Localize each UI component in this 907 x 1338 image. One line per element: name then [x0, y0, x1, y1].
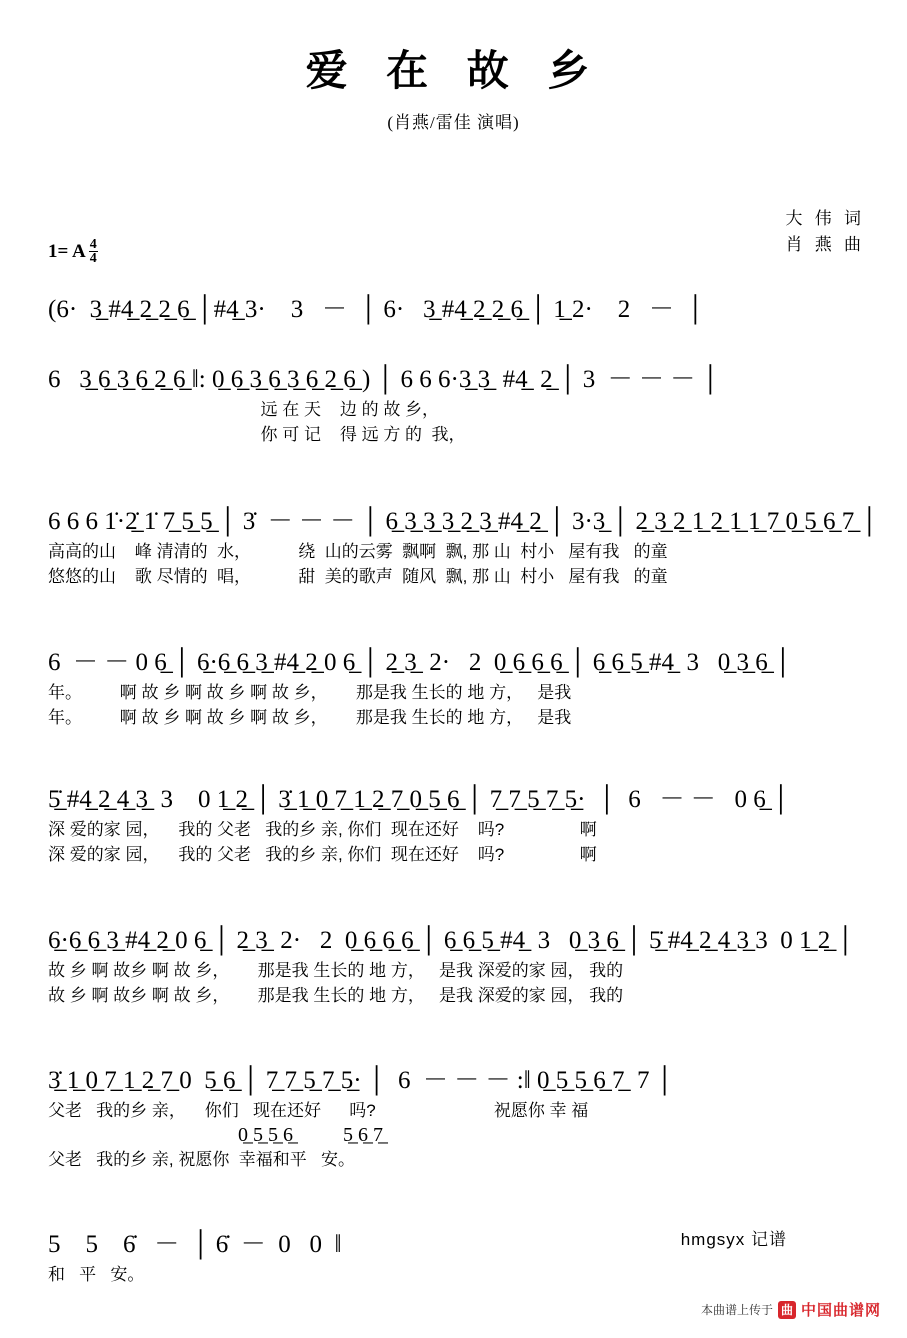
lyricist-credit: 大 伟 词 — [785, 209, 865, 228]
time-signature — [89, 238, 98, 266]
music-system-1 — [48, 293, 867, 327]
key-signature — [48, 238, 98, 266]
time-signature-numerator: 4 — [89, 237, 97, 252]
time-signature-denominator: 4 — [89, 251, 97, 267]
lyric-line-2: 父老 我的乡 亲, 祝愿你 幸福和平 安。 — [48, 1150, 355, 1169]
notation-line: 3̲̇ 1̲ 0̲ 7̲ 1̲ 2̲ 7̲ 0 5̲ 6̲ │ 7̲ 7̲ 5̲ 7̲ 5̲· │ 6 － － － :‖ 0̲ 5̲ 5̲ 6̲ 7̲ 7 │ — [48, 1067, 674, 1094]
lyric-line-1: 和 平 安。 — [48, 1265, 145, 1284]
lyric-line-2: 年。 啊 故 乡 啊 故 乡 啊 故 乡， 那是我 生长的 地 方， 是我 — [48, 708, 572, 727]
site-credit-prefix: 本曲谱上传于 — [700, 1303, 773, 1317]
credits — [786, 206, 866, 258]
lyric-line-1: 年。 啊 故 乡 啊 故 乡 啊 故 乡， 那是我 生长的 地 方， 是我 — [48, 683, 572, 702]
music-system-2 — [48, 363, 867, 447]
page-subtitle: (肖燕/雷佳 演唱) — [387, 113, 520, 132]
music-system-3 — [48, 505, 879, 589]
music-system-7 — [48, 1064, 867, 1172]
lyric-line-1: 父老 我的乡 亲， 你们 现在还好 吗? 祝愿你 幸 福 — [48, 1101, 589, 1120]
notation-line: 5̲̇ #4̲ 2̲ 4̲ 3̲ 3 0 1̲ 2̲ │ 3̲̇ 1̲ 0̲ 7̲ 1̲ 2̲ 7̲ 0̲ 5̲ 6̲ │ 7̲ 7̲ 5̲ 7̲ 5̲· │ 6 － － 0 6̲ │ — [48, 786, 790, 813]
music-system-5 — [48, 783, 867, 867]
notation-line: 5 5 6̇ － │ 6̇ － 0 0 ‖ — [48, 1231, 342, 1258]
lyric-line-1: 远 在 天 边 的 故 乡， — [48, 400, 440, 419]
music-system-6 — [48, 924, 867, 1008]
key-signature-label: 1= A — [48, 240, 86, 262]
notation-line: 6 3̲ 6̲ 3̲ 6̲ 2̲ 6̲ ‖: 0̲ 6̲ 3̲ 6̲ 3̲ 6̲ 2̲ 6̲ ) │ 6 6 6·3̲ 3̲ #4̲ 2̲ │ 3 － － － │ — [48, 366, 720, 393]
lyric-line-2: 深 爱的家 园， 我的 父老 我的乡 亲, 你们 现在还好 吗? 啊 — [48, 845, 597, 864]
composer-credit: 肖 燕 曲 — [785, 235, 865, 254]
lyric-line-1: 故 乡 啊 故乡 啊 故 乡， 那是我 生长的 地 方， 是我 深爱的家 园， 我的 — [48, 961, 624, 980]
notation-line: (6· 3̲ #4̲ 2̲ 2̲ 6̲ │#4̲ 3· 3 － │ 6· 3̲ #4̲ 2̲ 2̲ 6̲ │ 1̲ 2· 2 － │ — [48, 296, 705, 323]
site-credit — [701, 1299, 881, 1320]
site-logo-icon: 曲 — [778, 1301, 796, 1319]
lyric-line-2: 故 乡 啊 故乡 啊 故 乡， 那是我 生长的 地 方， 是我 深爱的家 园， 我的 — [48, 986, 624, 1005]
notation-line-extra: 0̲ 5̲ 5̲ 6̲ 5̲ 6̲ 7̲ — [238, 1124, 383, 1146]
notation-line: 6̲·6̲ 6̲ 3̲ #4̲ 2̲ 0 6̲ │ 2̲ 3̲ 2· 2 0̲ 6̲ 6̲ 6̲ │ 6̲ 6̲ 5̲ #4̲ 3 0̲ 3̲ 6̲ │ 5̲̇ #4̲ 2̲ 4̲ 3̲ 3 0 1̲ 2̲ │ — [48, 927, 855, 954]
lyric-line-1: 深 爱的家 园， 我的 父老 我的乡 亲, 你们 现在还好 吗? 啊 — [48, 820, 597, 839]
notation-line: 6 － － 0 6̲ │ 6̲·6̲ 6̲ 3̲ #4̲ 2̲ 0 6̲ │ 2̲ 3̲ 2· 2 0̲ 6̲ 6̲ 6̲ │ 6̲ 6̲ 5̲ #4̲ 3 0̲ 3̲ 6̲ │ — [48, 649, 792, 676]
music-system-4 — [48, 646, 867, 730]
lyric-line-2: 悠悠的山 歌 尽情的 唱， 甜 美的歌声 随风 飘, 那 山 村小 屋有我 的童 — [48, 567, 668, 586]
lyric-line-2: 你 可 记 得 远 方 的 我， — [48, 425, 466, 444]
notation-line: 6 6 6 1̇·2̲̇ 1̇ 7̲ 5̲ 5̲ │ 3̇ － － － │ 6̲ 3̲ 3̲ 3̲ 2̲ 3̲ #4̲ 2̲ │ 3·3̲ │ 2̲ 3̲ 2̲ 1̲ 2̲ 1̲ 1̲ 7̲ 0̲ 5̲ 6̲ 7̲ │ — [48, 508, 879, 535]
lyric-line-1: 高高的山 峰 清清的 水， 绕 山的云雾 飘啊 飘, 那 山 村小 屋有我 的童 — [48, 542, 668, 561]
site-credit-name[interactable]: 中国曲谱网 — [800, 1302, 881, 1319]
page-title: 爱 在 故 乡 — [305, 46, 602, 95]
transcriber-note: hmgsyx 记谱 — [680, 1230, 787, 1249]
sheet-music-page — [0, 38, 907, 1338]
